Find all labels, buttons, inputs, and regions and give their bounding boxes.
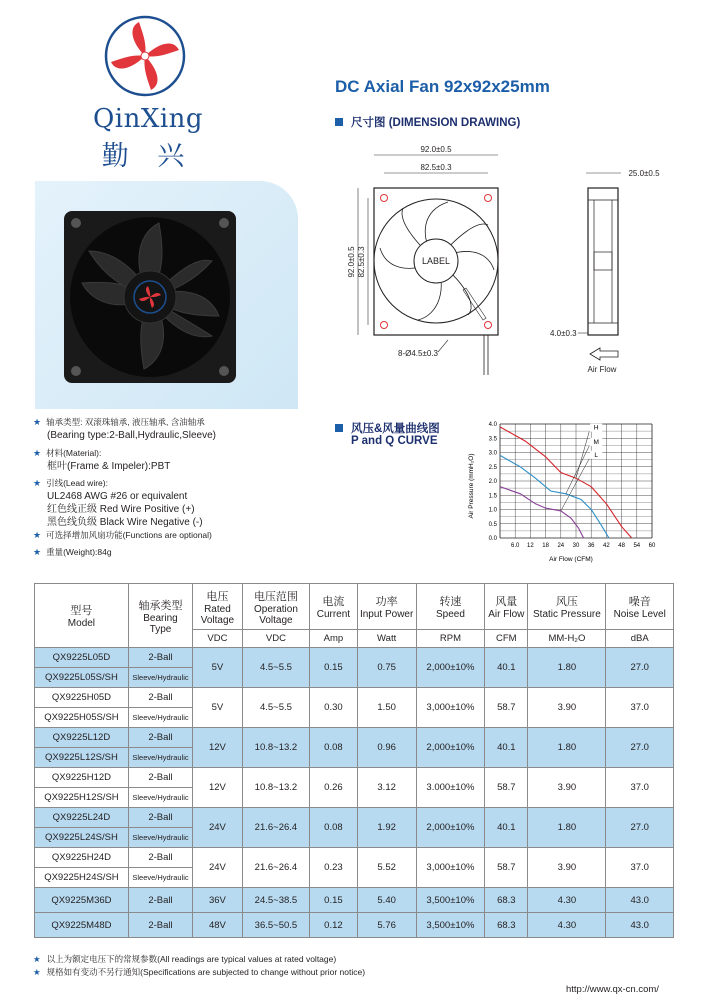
curve-section-title-en: P and Q CURVE — [351, 435, 438, 447]
unit-6: RPM — [416, 630, 485, 648]
flow-cell: 58.7 — [485, 848, 528, 888]
unit-9: dBA — [606, 630, 674, 648]
bearing-cell: 2-Ball — [128, 913, 192, 938]
bearing-cell: 2-Ball — [128, 888, 192, 913]
y-tick-label: 2.5 — [488, 464, 497, 471]
header-0: 型号 Model — [35, 584, 129, 648]
range-cell: 4.5~5.5 — [242, 688, 309, 728]
flow-cell: 40.1 — [485, 648, 528, 688]
curve-section-title: 风压&风量曲线图 — [335, 420, 440, 436]
model-cell: QX9225H12S/SH — [35, 788, 129, 808]
model-cell: QX9225L05D — [35, 648, 129, 668]
y-tick-label: 0.0 — [488, 536, 497, 542]
speed-cell: 3,000±10% — [416, 688, 485, 728]
header-1: 轴承类型 Bearing Type — [128, 584, 192, 648]
spec-table — [34, 583, 674, 938]
dim-height-outer: 92.0±0.5 — [347, 246, 356, 278]
brand-name-zh: 勤 兴 — [101, 141, 195, 172]
chart-y-label: Air Pressure (mmH₂O) — [468, 453, 475, 519]
bearing-cell: 2-Ball — [128, 808, 192, 828]
x-tick-label: 48 — [618, 543, 625, 549]
bearing-cell: 2-Ball — [128, 648, 192, 668]
series-line-L — [500, 487, 584, 538]
series-line-M — [500, 455, 609, 538]
current-cell: 0.08 — [310, 728, 357, 768]
spec-weight: ★ 重量(Weight):84g — [33, 547, 112, 557]
header-8: 风压 Static Pressure — [528, 584, 606, 630]
brand-name-en: QinXing — [92, 104, 204, 134]
spec-material: ★ 材料(Material): 框叶(Frame & Impeler):PBT — [33, 448, 171, 472]
unit-3: VDC — [242, 630, 309, 648]
table-row — [35, 648, 674, 668]
header-4: 电流 Current — [310, 584, 357, 630]
unit-4: Amp — [310, 630, 357, 648]
pressure-cell: 4.30 — [528, 913, 606, 938]
noise-cell: 27.0 — [606, 648, 674, 688]
y-tick-label: 4.0 — [488, 422, 497, 428]
y-tick-label: 0.5 — [488, 521, 497, 528]
speed-cell: 2,000±10% — [416, 808, 485, 848]
range-cell: 36.5~50.5 — [242, 913, 309, 938]
bearing-cell: Sleeve/Hydraulic — [128, 668, 192, 688]
spec-bearing: ★ 轴承类型: 双滚珠轴承, 液压轴承, 含油轴承 (Bearing type:2-Ball,Hydraulic,Sleeve) — [33, 417, 216, 441]
range-cell: 4.5~5.5 — [242, 648, 309, 688]
noise-cell: 43.0 — [606, 913, 674, 938]
power-cell: 5.40 — [357, 888, 416, 913]
dimension-drawing — [338, 140, 678, 380]
range-cell: 24.5~38.5 — [242, 888, 309, 913]
unit-8: MM-H₂O — [528, 630, 606, 648]
speed-cell: 2,000±10% — [416, 648, 485, 688]
dim-depth: 25.0±0.5 — [628, 169, 660, 178]
pressure-cell: 3.90 — [528, 848, 606, 888]
power-cell: 5.52 — [357, 848, 416, 888]
power-cell: 0.75 — [357, 648, 416, 688]
current-cell: 0.15 — [310, 648, 357, 688]
series-label-H: H — [593, 424, 599, 432]
brand-logo-icon — [103, 14, 187, 98]
dim-holes: 8-Ø4.5±0.3 — [398, 349, 438, 358]
range-cell: 21.6~26.4 — [242, 848, 309, 888]
header-7: 风量 Air Flow — [485, 584, 528, 630]
flow-cell: 40.1 — [485, 808, 528, 848]
bearing-cell: 2-Ball — [128, 688, 192, 708]
spec-lead-wire: ★ 引线(Lead wire): UL2468 AWG #26 or equivalent 红色线正级 Red Wire Positive (+) 黑色线负级 Black Wire Negative (-) — [33, 478, 203, 528]
range-cell: 10.8~13.2 — [242, 768, 309, 808]
series-label-leader — [566, 446, 589, 494]
noise-cell: 43.0 — [606, 888, 674, 913]
power-cell: 1.92 — [357, 808, 416, 848]
noise-cell: 37.0 — [606, 768, 674, 808]
fan-photo-icon — [64, 211, 236, 383]
noise-cell: 37.0 — [606, 848, 674, 888]
voltage-cell: 12V — [193, 728, 243, 768]
voltage-cell: 36V — [193, 888, 243, 913]
dim-width-inner: 82.5±0.3 — [420, 163, 452, 172]
bearing-cell: Sleeve/Hydraulic — [128, 828, 192, 848]
x-tick-label: 12 — [527, 543, 534, 549]
x-tick-label: 30 — [572, 543, 580, 549]
spec-functions: ★ 可选择增加风扇功能(Functions are optional) — [33, 530, 212, 540]
x-tick-label: 54 — [633, 543, 641, 549]
current-cell: 0.26 — [310, 768, 357, 808]
model-cell: QX9225L12S/SH — [35, 748, 129, 768]
y-tick-label: 3.5 — [488, 436, 497, 443]
unit-2: VDC — [193, 630, 243, 648]
voltage-cell: 5V — [193, 648, 243, 688]
header-5: 功率 Input Power — [357, 584, 416, 630]
header-9: 噪音 Noise Level — [606, 584, 674, 630]
model-cell: QX9225L12D — [35, 728, 129, 748]
voltage-cell: 24V — [193, 808, 243, 848]
x-tick-label: 6.0 — [511, 543, 520, 549]
note-change: ★ 规格如有变动不另行通知(Specifications are subjected to change without prior notice) — [33, 967, 366, 977]
pressure-cell: 1.80 — [528, 728, 606, 768]
bearing-cell: 2-Ball — [128, 768, 192, 788]
pq-curve-chart — [464, 414, 664, 566]
bearing-cell: Sleeve/Hydraulic — [128, 708, 192, 728]
speed-cell: 3.000±10% — [416, 768, 485, 808]
speed-cell: 3,500±10% — [416, 888, 485, 913]
page-title: DC Axial Fan 92x92x25mm — [335, 77, 550, 96]
header-6: 转速 Speed — [416, 584, 485, 630]
series-label-M: M — [593, 438, 599, 446]
noise-cell: 27.0 — [606, 728, 674, 768]
table-row — [35, 808, 674, 828]
model-cell: QX9225M36D — [35, 888, 129, 913]
dim-height-inner: 82.5±0.3 — [357, 246, 366, 278]
pressure-cell: 3.90 — [528, 768, 606, 808]
power-cell: 1.50 — [357, 688, 416, 728]
model-cell: QX9225M48D — [35, 913, 129, 938]
flow-cell: 68.3 — [485, 913, 528, 938]
voltage-cell: 12V — [193, 768, 243, 808]
model-cell: QX9225H05S/SH — [35, 708, 129, 728]
model-cell: QX9225H05D — [35, 688, 129, 708]
table-row — [35, 848, 674, 868]
noise-cell: 27.0 — [606, 808, 674, 848]
bearing-cell: 2-Ball — [128, 848, 192, 868]
table-row — [35, 913, 674, 938]
fan-label: LABEL — [421, 256, 451, 266]
speed-cell: 3,000±10% — [416, 848, 485, 888]
power-cell: 5.76 — [357, 913, 416, 938]
voltage-cell: 5V — [193, 688, 243, 728]
website-url[interactable]: http://www.qx-cn.com/ — [566, 984, 659, 995]
model-cell: QX9225H24D — [35, 848, 129, 868]
dim-rib: 4.0±0.3 — [550, 329, 577, 338]
flow-cell: 58.7 — [485, 768, 528, 808]
table-row — [35, 888, 674, 913]
dimension-section-title: 尺寸图 (DIMENSION DRAWING) — [335, 114, 520, 130]
power-cell: 0.96 — [357, 728, 416, 768]
current-cell: 0.12 — [310, 913, 357, 938]
bearing-cell: Sleeve/Hydraulic — [128, 748, 192, 768]
dim-width-outer: 92.0±0.5 — [420, 145, 452, 154]
bearing-cell: Sleeve/Hydraulic — [128, 868, 192, 888]
x-tick-label: 24 — [557, 543, 565, 549]
model-cell: QX9225L24S/SH — [35, 828, 129, 848]
voltage-cell: 48V — [193, 913, 243, 938]
bearing-cell: 2-Ball — [128, 728, 192, 748]
pressure-cell: 4.30 — [528, 888, 606, 913]
pressure-cell: 3.90 — [528, 688, 606, 728]
model-cell: QX9225L24D — [35, 808, 129, 828]
range-cell: 21.6~26.4 — [242, 808, 309, 848]
current-cell: 0.15 — [310, 888, 357, 913]
series-label-L: L — [594, 451, 599, 459]
chart-x-label: Air Flow (CFM) — [549, 556, 593, 563]
current-cell: 0.30 — [310, 688, 357, 728]
table-row — [35, 768, 674, 788]
flow-cell: 58.7 — [485, 688, 528, 728]
airflow-label: Air Flow — [587, 365, 617, 374]
x-tick-label: 36 — [587, 543, 595, 549]
x-tick-label: 18 — [542, 543, 549, 549]
model-cell: QX9225H24S/SH — [35, 868, 129, 888]
x-tick-label: 42 — [603, 543, 610, 549]
voltage-cell: 24V — [193, 848, 243, 888]
y-tick-label: 3.0 — [488, 450, 497, 457]
header-2: 电压 Rated Voltage — [193, 584, 243, 630]
header-3: 电压范围 Operation Voltage — [242, 584, 309, 630]
pressure-cell: 1.80 — [528, 808, 606, 848]
speed-cell: 3,500±10% — [416, 913, 485, 938]
flow-cell: 40.1 — [485, 728, 528, 768]
y-tick-label: 1.0 — [488, 507, 497, 514]
noise-cell: 37.0 — [606, 688, 674, 728]
model-cell: QX9225L05S/SH — [35, 668, 129, 688]
y-tick-label: 2.0 — [488, 479, 497, 485]
flow-cell: 68.3 — [485, 888, 528, 913]
table-row — [35, 688, 674, 708]
unit-5: Watt — [357, 630, 416, 648]
note-typical: ★ 以上为额定电压下的常规参数(All readings are typical values at rated voltage) — [33, 954, 337, 964]
range-cell: 10.8~13.2 — [242, 728, 309, 768]
pressure-cell: 1.80 — [528, 648, 606, 688]
table-row — [35, 728, 674, 748]
current-cell: 0.08 — [310, 808, 357, 848]
bearing-cell: Sleeve/Hydraulic — [128, 788, 192, 808]
x-tick-label: 60 — [648, 543, 656, 549]
speed-cell: 2,000±10% — [416, 728, 485, 768]
power-cell: 3.12 — [357, 768, 416, 808]
series-line-H — [500, 424, 632, 538]
unit-7: CFM — [485, 630, 528, 648]
model-cell: QX9225H12D — [35, 768, 129, 788]
current-cell: 0.23 — [310, 848, 357, 888]
y-tick-label: 1.5 — [488, 493, 497, 500]
